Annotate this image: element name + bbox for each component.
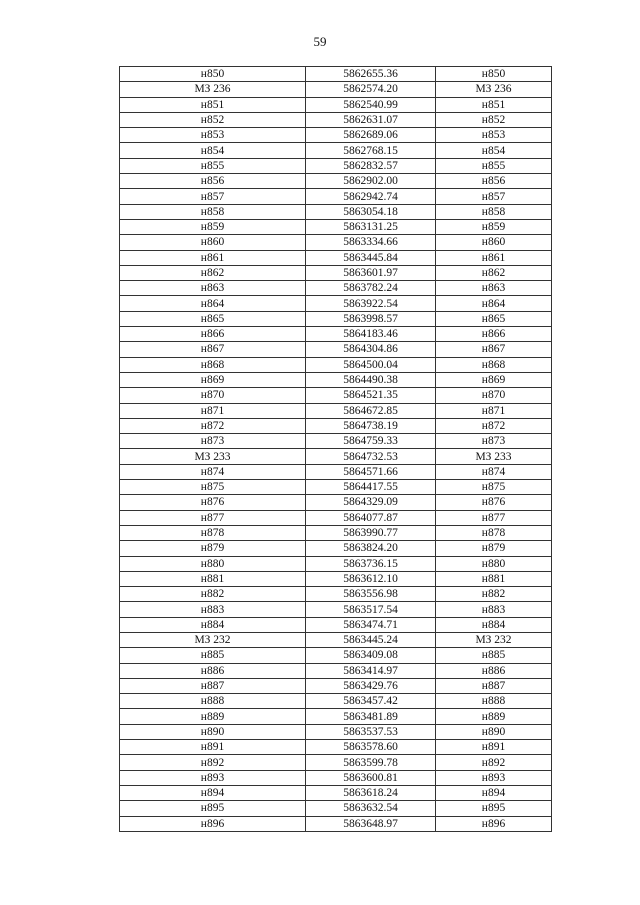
point-label-cell: н875 <box>436 480 552 495</box>
point-label-cell: н890 <box>120 724 306 739</box>
table-row <box>120 235 552 250</box>
table-row <box>120 342 552 357</box>
point-label-cell: н874 <box>436 464 552 479</box>
coordinate-cell: 5864571.66 <box>306 464 436 479</box>
table-row <box>120 541 552 556</box>
coordinate-cell: 5864500.04 <box>306 357 436 372</box>
point-label-cell: н870 <box>436 388 552 403</box>
table-row <box>120 388 552 403</box>
point-label-cell: н872 <box>436 418 552 433</box>
coordinate-cell: 5863600.81 <box>306 770 436 785</box>
point-label-cell: н864 <box>436 296 552 311</box>
coordinate-cell: 5863578.60 <box>306 740 436 755</box>
coordinate-cell: 5863618.24 <box>306 785 436 800</box>
coordinate-cell: 5864417.55 <box>306 480 436 495</box>
point-label-cell: н874 <box>120 464 306 479</box>
coordinate-cell: 5863481.89 <box>306 709 436 724</box>
point-label-cell: н867 <box>436 342 552 357</box>
table-row <box>120 632 552 647</box>
table-row <box>120 311 552 326</box>
point-label-cell: н859 <box>120 219 306 234</box>
point-label-cell: н862 <box>120 265 306 280</box>
coordinate-cell: 5863457.42 <box>306 694 436 709</box>
point-label-cell: н896 <box>436 816 552 831</box>
coordinate-cell: 5864077.87 <box>306 510 436 525</box>
coordinate-cell: 5863601.97 <box>306 265 436 280</box>
point-label-cell: н893 <box>436 770 552 785</box>
point-label-cell: н854 <box>120 143 306 158</box>
table-row <box>120 495 552 510</box>
point-label-cell: н884 <box>436 617 552 632</box>
point-label-cell: н868 <box>436 357 552 372</box>
point-label-cell: н860 <box>120 235 306 250</box>
coordinate-cell: 5864732.53 <box>306 449 436 464</box>
coordinate-cell: 5862832.57 <box>306 158 436 173</box>
coordinate-cell: 5864490.38 <box>306 372 436 387</box>
point-label-cell: н879 <box>436 541 552 556</box>
point-label-cell: н856 <box>120 174 306 189</box>
point-label-cell: н852 <box>120 112 306 127</box>
table-row <box>120 464 552 479</box>
point-label-cell: н850 <box>120 67 306 82</box>
table-row <box>120 770 552 785</box>
coordinate-cell: 5862689.06 <box>306 128 436 143</box>
coordinate-cell: 5864521.35 <box>306 388 436 403</box>
point-label-cell: н886 <box>120 663 306 678</box>
point-label-cell: н869 <box>120 372 306 387</box>
table-row <box>120 602 552 617</box>
coordinate-cell: 5862768.15 <box>306 143 436 158</box>
point-label-cell: н867 <box>120 342 306 357</box>
point-label-cell: н883 <box>436 602 552 617</box>
table-row <box>120 525 552 540</box>
table-row <box>120 372 552 387</box>
point-label-cell: н853 <box>436 128 552 143</box>
point-label-cell: н876 <box>436 495 552 510</box>
table-row <box>120 480 552 495</box>
point-label-cell: н876 <box>120 495 306 510</box>
table-row <box>120 785 552 800</box>
point-label-cell: н889 <box>436 709 552 724</box>
point-label-cell: н895 <box>436 801 552 816</box>
point-label-cell: н875 <box>120 480 306 495</box>
point-label-cell: МЗ 232 <box>120 632 306 647</box>
coordinate-cell: 5863599.78 <box>306 755 436 770</box>
point-label-cell: МЗ 233 <box>436 449 552 464</box>
coordinate-cell: 5864672.85 <box>306 403 436 418</box>
coordinate-cell: 5862902.00 <box>306 174 436 189</box>
table-row <box>120 449 552 464</box>
point-label-cell: н850 <box>436 67 552 82</box>
coordinate-cell: 5863648.97 <box>306 816 436 831</box>
point-label-cell: н891 <box>120 740 306 755</box>
point-label-cell: н880 <box>120 556 306 571</box>
coordinate-cell: 5864183.46 <box>306 327 436 342</box>
table-row <box>120 281 552 296</box>
coordinate-cell: 5863445.84 <box>306 250 436 265</box>
point-label-cell: н865 <box>436 311 552 326</box>
coordinate-cell: 5863537.53 <box>306 724 436 739</box>
coordinate-cell: 5863612.10 <box>306 571 436 586</box>
table-row <box>120 403 552 418</box>
point-label-cell: н858 <box>120 204 306 219</box>
point-label-cell: н853 <box>120 128 306 143</box>
table-row <box>120 694 552 709</box>
table-row <box>120 265 552 280</box>
coordinate-cell: 5863517.54 <box>306 602 436 617</box>
point-label-cell: н869 <box>436 372 552 387</box>
point-label-cell: н852 <box>436 112 552 127</box>
coordinate-cell: 5864738.19 <box>306 418 436 433</box>
coordinate-cell: 5864759.33 <box>306 434 436 449</box>
point-label-cell: н882 <box>436 587 552 602</box>
coordinate-cell: 5862574.20 <box>306 82 436 97</box>
coordinate-cell: 5862655.36 <box>306 67 436 82</box>
point-label-cell: н881 <box>436 571 552 586</box>
point-label-cell: н868 <box>120 357 306 372</box>
coordinate-cell: 5863922.54 <box>306 296 436 311</box>
point-label-cell: н896 <box>120 816 306 831</box>
point-label-cell: н887 <box>436 678 552 693</box>
coordinate-cell: 5863131.25 <box>306 219 436 234</box>
point-label-cell: н863 <box>120 281 306 296</box>
table-row <box>120 174 552 189</box>
point-label-cell: н866 <box>120 327 306 342</box>
table-row <box>120 143 552 158</box>
point-label-cell: н895 <box>120 801 306 816</box>
point-label-cell: н856 <box>436 174 552 189</box>
point-label-cell: н882 <box>120 587 306 602</box>
point-label-cell: МЗ 233 <box>120 449 306 464</box>
point-label-cell: МЗ 236 <box>436 82 552 97</box>
point-label-cell: н877 <box>120 510 306 525</box>
table-row <box>120 204 552 219</box>
coordinate-cell: 5863998.57 <box>306 311 436 326</box>
point-label-cell: н878 <box>120 525 306 540</box>
point-label-cell: н894 <box>436 785 552 800</box>
table-row <box>120 158 552 173</box>
point-label-cell: н858 <box>436 204 552 219</box>
table-row <box>120 587 552 602</box>
point-label-cell: н892 <box>436 755 552 770</box>
coordinate-cell: 5862942.74 <box>306 189 436 204</box>
coordinate-cell: 5863054.18 <box>306 204 436 219</box>
coordinate-cell: 5863782.24 <box>306 281 436 296</box>
coordinate-cell: 5864304.86 <box>306 342 436 357</box>
point-label-cell: н862 <box>436 265 552 280</box>
coordinate-cell: 5863414.97 <box>306 663 436 678</box>
table-row <box>120 327 552 342</box>
table-row <box>120 112 552 127</box>
point-label-cell: н892 <box>120 755 306 770</box>
point-label-cell: н864 <box>120 296 306 311</box>
point-label-cell: н881 <box>120 571 306 586</box>
table-row <box>120 67 552 82</box>
point-label-cell: н893 <box>120 770 306 785</box>
table-row <box>120 663 552 678</box>
coordinate-cell: 5863632.54 <box>306 801 436 816</box>
point-label-cell: н865 <box>120 311 306 326</box>
table-row <box>120 128 552 143</box>
point-label-cell: н860 <box>436 235 552 250</box>
table-row <box>120 189 552 204</box>
point-label-cell: н871 <box>120 403 306 418</box>
point-label-cell: н873 <box>120 434 306 449</box>
point-label-cell: н866 <box>436 327 552 342</box>
point-label-cell: н894 <box>120 785 306 800</box>
table-row <box>120 801 552 816</box>
table-row <box>120 97 552 112</box>
coordinate-cell: 5862540.99 <box>306 97 436 112</box>
table-row <box>120 556 552 571</box>
table-row <box>120 571 552 586</box>
point-label-cell: н859 <box>436 219 552 234</box>
point-label-cell: н877 <box>436 510 552 525</box>
point-label-cell: н878 <box>436 525 552 540</box>
point-label-cell: н880 <box>436 556 552 571</box>
point-label-cell: н851 <box>120 97 306 112</box>
table-row <box>120 510 552 525</box>
table-row <box>120 617 552 632</box>
point-label-cell: н855 <box>436 158 552 173</box>
table-row <box>120 418 552 433</box>
point-label-cell: н871 <box>436 403 552 418</box>
coordinate-cell: 5863824.20 <box>306 541 436 556</box>
coordinate-cell: 5863736.15 <box>306 556 436 571</box>
point-label-cell: н888 <box>120 694 306 709</box>
point-label-cell: н885 <box>436 648 552 663</box>
coordinate-cell: 5863556.98 <box>306 587 436 602</box>
coordinate-cell: 5863445.24 <box>306 632 436 647</box>
table-row <box>120 357 552 372</box>
point-label-cell: н872 <box>120 418 306 433</box>
table-row <box>120 219 552 234</box>
table-row <box>120 678 552 693</box>
coordinate-cell: 5863334.66 <box>306 235 436 250</box>
table-row <box>120 82 552 97</box>
point-label-cell: н857 <box>436 189 552 204</box>
point-label-cell: н861 <box>120 250 306 265</box>
point-label-cell: МЗ 232 <box>436 632 552 647</box>
point-label-cell: н891 <box>436 740 552 755</box>
point-label-cell: н888 <box>436 694 552 709</box>
table-row <box>120 816 552 831</box>
table-row <box>120 755 552 770</box>
coordinates-table <box>119 66 552 832</box>
table-row <box>120 648 552 663</box>
point-label-cell: МЗ 236 <box>120 82 306 97</box>
table-row <box>120 709 552 724</box>
table-row <box>120 434 552 449</box>
point-label-cell: н883 <box>120 602 306 617</box>
coordinate-cell: 5863990.77 <box>306 525 436 540</box>
point-label-cell: н854 <box>436 143 552 158</box>
page-number: 59 <box>313 34 327 49</box>
coordinate-cell: 5862631.07 <box>306 112 436 127</box>
point-label-cell: н879 <box>120 541 306 556</box>
table-row <box>120 250 552 265</box>
coordinate-cell: 5863474.71 <box>306 617 436 632</box>
point-label-cell: н870 <box>120 388 306 403</box>
table-row <box>120 296 552 311</box>
point-label-cell: н890 <box>436 724 552 739</box>
coordinates-table-body <box>120 67 552 832</box>
point-label-cell: н861 <box>436 250 552 265</box>
point-label-cell: н884 <box>120 617 306 632</box>
point-label-cell: н886 <box>436 663 552 678</box>
point-label-cell: н889 <box>120 709 306 724</box>
coordinate-cell: 5863409.08 <box>306 648 436 663</box>
coordinate-cell: 5863429.76 <box>306 678 436 693</box>
point-label-cell: н887 <box>120 678 306 693</box>
point-label-cell: н863 <box>436 281 552 296</box>
point-label-cell: н855 <box>120 158 306 173</box>
table-row <box>120 724 552 739</box>
point-label-cell: н857 <box>120 189 306 204</box>
point-label-cell: н885 <box>120 648 306 663</box>
table-row <box>120 740 552 755</box>
point-label-cell: н873 <box>436 434 552 449</box>
coordinate-cell: 5864329.09 <box>306 495 436 510</box>
point-label-cell: н851 <box>436 97 552 112</box>
